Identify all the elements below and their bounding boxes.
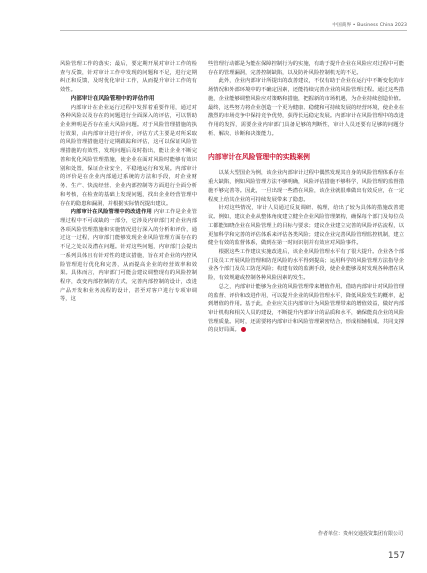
section-heading-case-study: 内部审计在风险管理中的实践案例 (208, 153, 310, 162)
right-paragraph-1: 些管理行动都是为能在保障控制行为的实施，有助于提升企业在风险应对过程中可能存在的管理漏洞，完善控制缺陷，以及防补风险控制机无的不足。 (208, 61, 404, 76)
right-column (208, 60, 404, 335)
right-paragraph-6-text: 总之，内部审计能够为企业的风险管理带来增值作用。借助内部审计对风险管理的监督、评价和改进作用，可以提升企业的风险管理水平，降低风险发生的概率，起到增值的作用。基于此，企业应关注内部审计为风险管理带来的增值效益，做好内部审计机构和相关人员的建设，不断提升内部审计的品质和水平，确保能真企业的风险管理质量。同时，还需要将内部审计和风险管理紧密结合，形成相辅相成、共同支撑的良好局面。 (208, 283, 404, 334)
header-divider (60, 30, 407, 31)
left-paragraph-3 (60, 208, 197, 304)
right-paragraph-2: 此外，企业内部审计所提出的改善建议，不仅有助于企业在运行中不断变化的市场情况和外部环境中的不确定因素，还能持续完善企业的风险管理过程。通过这些措施，企业能够调整风险应对策略和措施，把握新的市场机遇，为企业持续创造价值。最终，这些努力将企业创造一个更为健康、稳健和可持续发展的经营环境，使企业在激烈的市场竞争中保持竞争优势，获得长远稳定发展。内部审计在风险管理中的改进作用的发挥，需要企业内审部门具备足够的判断性，审计人员还要有足够的问题分析、解决、诊断和决策能力。 (208, 78, 404, 137)
right-paragraph-4: 针对这些情况，审计人员通过反复调研、梳理，给出了较为具体的措施改善建议。例如，建议企业从整体角度建立健全企业风险管理架构，确保每个部门及每位员工都能知晓企业在风险管理上的目标与要求；建议企业建立完善的风险评估流程，以更加科学和完善的评估体系来评估各类风险；建议企业完善风险管理监控机制，建立健全有效的监督体系，做到在第一时间识别并有效应对风险事件。 (208, 205, 404, 247)
author-affiliation: 作者单位：贵州交通投资集团有限公司 (317, 531, 403, 537)
subheading-improvement-role: 内部审计在风险管理中的改进作用 (70, 209, 152, 216)
right-paragraph-3: 以某大型国企为例，该企业内部审计过程中偶然发现其自身的风险管理体系存在重大缺陷，例如风险管理方法不够明确，风险评估措施不够科学，风险管理的监督措施不够完善等。因此，一旦出现一些潜在风险，该企业就很难做出有效反应，在一定程度上给其企业的可持续发展带来了隐患。 (208, 170, 404, 203)
left-paragraph-1: 风险管理工作的落实；最后，要定期开展对审计工作的检查与反馈，针对审计工作中发现的问题和不足，进行定期纠正和反馈，及时优化审计工作，从而提升审计工作的有效性。 (60, 61, 197, 94)
right-paragraph-6 (208, 283, 404, 335)
right-paragraph-5: 根据这些工作建议实施改进后，该企业风险管理水平有了很大提升。企业各个部门及员工开展风险管理和防范风险的水平得到提高；运用科学的风险管理方法指导企业各个部门及员工防范风险；构建有效的监测手段，使企业能够及时发现各种潜在风险，有效规避或控制各种风险因素的发生。 (208, 248, 404, 282)
page-number: 157 (387, 551, 405, 561)
left-paragraph-2: 内部审计在企业运行过程中发挥着重要作用，通过对各种风险以及存在的问题进行全面深入的评估，可以帮助企业辨明是否存在重大风险问题。对于风险管理措施的执行效果，由内部审计进行评价，评估方式主要是对所采取的风险管理措施进行定期跟踪和评估，这可以保证风险管理措施的有效性，发现问题后及时指出，能让企业不断完善和优化风险管理措施，使企业在面对风险时能够有效识别和处置，保证企业安全，平稳地运行和发展。内部审计的评价是在企业内部通过系统的方法和手段，对企业财务、生产、快流经营、企业内部控制等方面进行全面分析和考核，在检查的基础上发现问题，找出企业经营管理中存在的隐患和漏洞，并根据实际情况提出建议。 (60, 104, 197, 207)
left-column (60, 60, 197, 304)
article-end-icon (241, 327, 246, 332)
subheading-evaluation-role: 内部审计在风险管理中的评估作用 (70, 95, 155, 102)
journal-header-tag: 中国商界 • Business China 2023 (332, 23, 407, 28)
left-paragraph-3-text: 内审工作是企业管理过程中不可或缺的一部分，它涉及内审部门对企业内部各项风险管理措施和实施情况进行深入的分析和评价，通过这一过程，内审部门能够发现企业风险管理方面存在的不足之处以及潜在问题。针对这些问题，内审部门会提出一系列具体且有针对性的建议措施，旨在对企业的内控风险管理进行优化和完善，从而提高企业的经营效率和效果。具体而言，内审部门可能会建议调整现有的风险控制程序，改变内部控制的方式，完善内部控制的设计，改进产品开发和业务流程的设计，甚至对客户进行专项审调等，这 (60, 209, 197, 303)
